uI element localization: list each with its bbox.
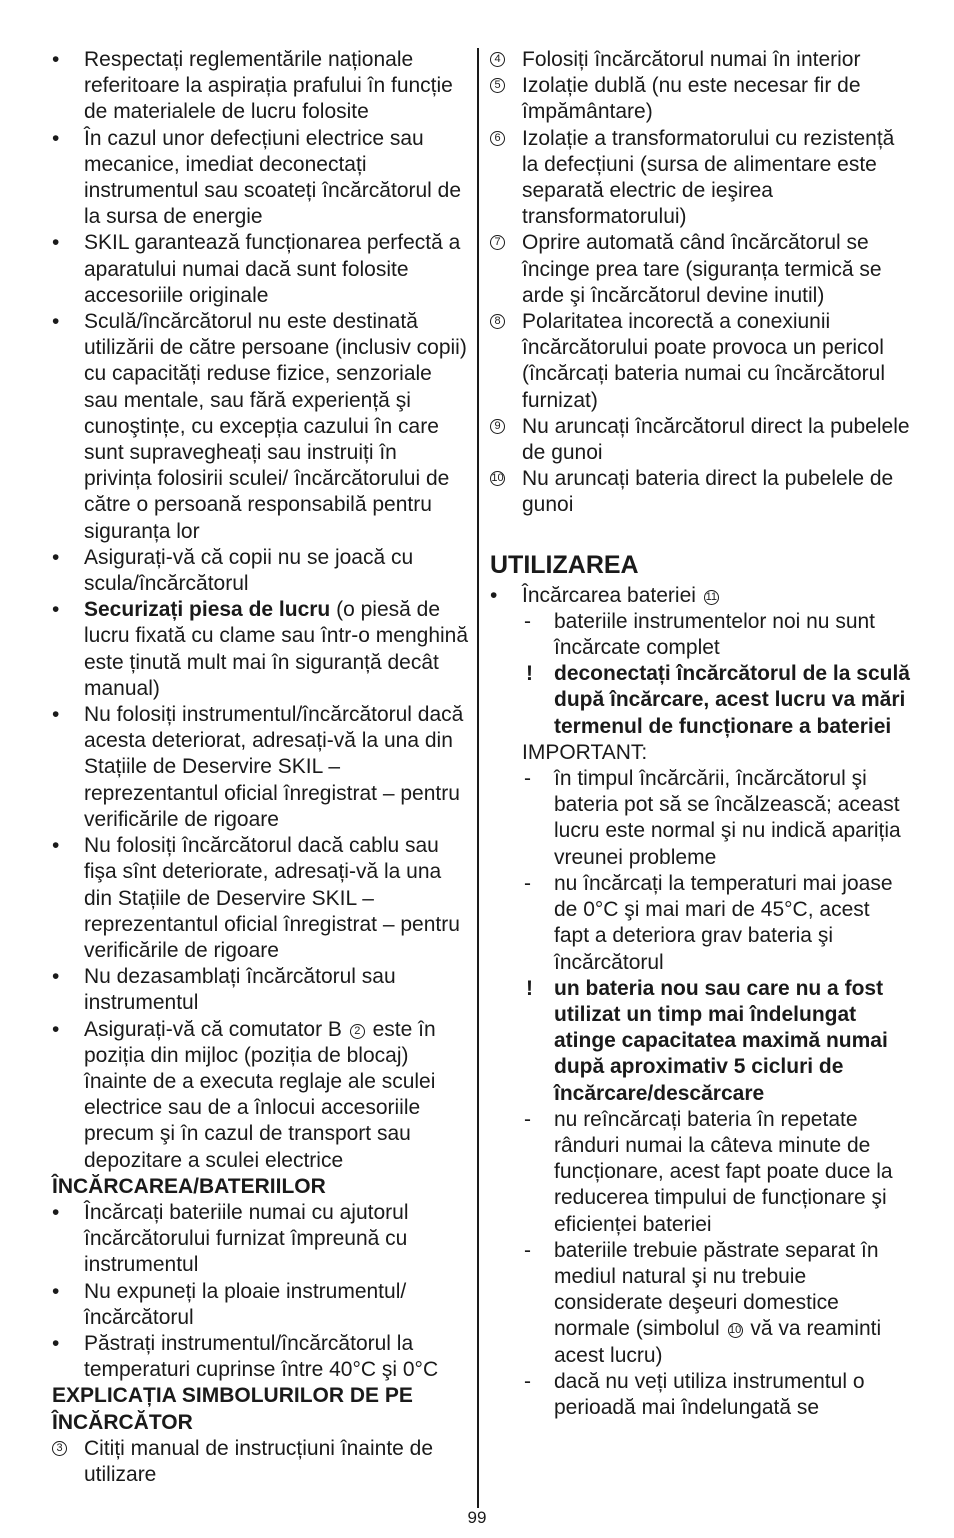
symbol-item: 6 Izolație a transformatorului cu rezistență la defecțiuni (sursa de alimentare este separată electric de ieşirea transformatorului) xyxy=(490,126,910,231)
list-item: • Nu dezasamblați încărcătorul sau instrumentul xyxy=(52,964,470,1016)
list-item: • Asigurați-vă că copii nu se joacă cu scula/încărcătorul xyxy=(52,545,470,597)
right-column xyxy=(490,47,910,1421)
list-item: • Încărcarea bateriei 11 xyxy=(490,583,910,609)
list-item: • Încărcați bateriile numai cu ajutorul încărcătorului furnizat împreună cu instrumentul xyxy=(52,1200,470,1279)
bullet: • xyxy=(52,126,60,150)
circled-number-icon: 10 xyxy=(728,1324,742,1337)
bullet: • xyxy=(52,545,60,569)
charging-heading: ÎNCĂRCAREA/BATERIILOR xyxy=(52,1174,326,1198)
list-item: • Nu folosiți încărcătorul dacă cablu sau fişa sînt deteriorate, adresați-vă la una din Stațiile de Deservire SKIL – reprezentantul oficial înregistrat – pentru verificările de rigoare xyxy=(52,833,470,964)
warning-item: ! un bateria nou sau care nu a fost utilizat un timp mai îndelungat atinge capacitatea maximă numai după aproximativ 5 cicluri de încărcare/descărcare xyxy=(490,976,910,1107)
bullet: • xyxy=(52,834,60,858)
bullet: • xyxy=(52,1279,60,1303)
list-item: • Respectați reglementările naționale referitoare la aspirația prafului în funcție de materialele de lucru folosite xyxy=(52,47,470,126)
circled-number-icon: 5 xyxy=(490,78,505,93)
symbol-item: 3 Citiți manual de instrucțiuni înainte de utilizare xyxy=(52,1436,470,1488)
list-item: • Păstrați instrumentul/încărcătorul la temperaturi cuprinse între 40°C şi 0°C xyxy=(52,1331,470,1383)
bullet: • xyxy=(52,1331,60,1355)
circled-number-icon: 8 xyxy=(490,314,505,329)
page-number: 99 xyxy=(467,1508,487,1527)
symbol-item: 8 Polaritatea incorectă a conexiunii încărcătorului poate provoca un pericol (încărcați bateria numai cu încărcătorul furnizat) xyxy=(490,309,910,414)
warning-item: ! deconectați încărcătorul de la sculă după încărcare, acest lucru va mări termenul de funcționare a bateriei xyxy=(490,661,910,740)
list-item: • În cazul unor defecțiuni electrice sau mecanice, imediat deconectați instrumentul sau scoateți încărcătorul de la sursa de energie xyxy=(52,126,470,231)
bullet: • xyxy=(490,583,498,607)
bullet: • xyxy=(52,48,60,71)
bullet: • xyxy=(52,598,60,622)
circled-number-icon: 9 xyxy=(490,419,505,434)
bullet: • xyxy=(52,1200,60,1224)
list-item-switch: • Asigurați-vă că comutator B 2 este în poziția din mijloc (poziția de blocaj) înainte de a executa reglaje ale sculei electrice sau de a înlocui accesoriile precum şi în cazul de transport sau depozitare a sculei electrice xyxy=(52,1017,470,1174)
list-item: • Nu expuneți la ploaie instrumentul/ încărcătorul xyxy=(52,1279,470,1331)
sub-item: - în timpul încărcării, încărcătorul şi bateria pot să se încălzească; aceast lucru este normal şi nu indică apariția vreunei probleme xyxy=(524,767,901,869)
column-divider xyxy=(477,48,479,1508)
symbol-item: 9 Nu aruncați încărcătorul direct la pubelele de gunoi xyxy=(490,414,910,466)
bullet: • xyxy=(52,310,60,334)
bullet: • xyxy=(52,231,60,255)
circled-number-icon: 11 xyxy=(705,590,717,603)
circled-number-icon: 3 xyxy=(52,1441,67,1456)
warning-mark: ! xyxy=(526,976,533,1000)
secure-workpiece-text: (o piesă de lucru fixată cu clame sau într-o menghină este ținută mult mai în siguranță decât manual) xyxy=(84,598,469,700)
circled-number-icon: 2 xyxy=(350,1024,365,1039)
sub-item: - bateriile instrumentelor noi nu sunt încărcate complet xyxy=(524,609,876,660)
important-label: IMPORTANT: xyxy=(522,740,648,764)
sub-item: - dacă nu veți utiliza instrumentul o perioadă mai îndelungată se xyxy=(524,1369,865,1419)
circled-number-icon: 7 xyxy=(490,235,505,250)
symbol-item: 5 Izolație dublă (nu este necesar fir de împământare) xyxy=(490,73,910,125)
section-title: UTILIZAREA xyxy=(490,550,639,579)
bullet: • xyxy=(52,1017,60,1041)
list-item-secure-workpiece xyxy=(52,597,470,702)
circled-number-icon: 4 xyxy=(490,52,505,67)
secure-workpiece-bold: Securizați piesa de lucru xyxy=(84,598,331,622)
symbol-item: 4 Folosiți încărcătorul numai în interior xyxy=(490,47,910,73)
bullet: • xyxy=(52,965,60,989)
circled-number-icon: 6 xyxy=(490,131,505,146)
bullet: • xyxy=(52,703,60,727)
sub-item: - nu reîncărcați bateria în repetate rânduri numai la câteva minute de funcționare, acest fapt poate duce la reducerea timpului de funcționare şi eficienței bateriei xyxy=(524,1107,893,1236)
list-item: • Nu folosiți instrumentul/încărcătorul dacă acesta deteriorat, adresați-vă la una din Stațiile de Deservire SKIL – reprezentantul oficial înregistrat – pentru verificările de rigoare xyxy=(52,702,470,833)
symbol-item: 7 Oprire automată când încărcătorul se încinge prea tare (siguranța termică se arde şi încărcătorul devine inutil) xyxy=(490,230,910,309)
list-item: • SKIL garantează funcționarea perfectă a aparatului numai dacă sunt folosite accesoriile originale xyxy=(52,230,470,309)
symbol-item: 10 Nu aruncați bateria direct la pubelele de gunoi xyxy=(491,467,894,517)
sub-item: - nu încărcați la temperaturi mai joase de 0°C şi mai mari de 45°C, acest fapt a deteriora grav bateria şi încărcătorul xyxy=(524,871,893,974)
symbols-heading: EXPLICAȚIA SIMBOLURILOR DE PE ÎNCĂRCĂTOR xyxy=(52,1384,413,1434)
circled-number-icon: 10 xyxy=(491,472,504,485)
left-column xyxy=(52,47,470,1488)
sub-item: - bateriile trebuie păstrate separat în mediul natural şi nu trebuie considerate deşeuri domestice normale (simbolul 10 vă va reaminti acest lucru) xyxy=(524,1238,882,1367)
warning-mark: ! xyxy=(526,662,533,686)
list-item: • Sculă/încărcătorul nu este destinată utilizării de către persoane (inclusiv copii) cu capacități reduse fizice, senzoriale sau mentale, sau fără experiență şi cunoştințe, cu excepția cazului în care sunt supravegheați sau instruiți în privința folosirii sculei/ încărcătorului de către o persoană responsabilă pentru siguranța lor xyxy=(52,309,470,545)
